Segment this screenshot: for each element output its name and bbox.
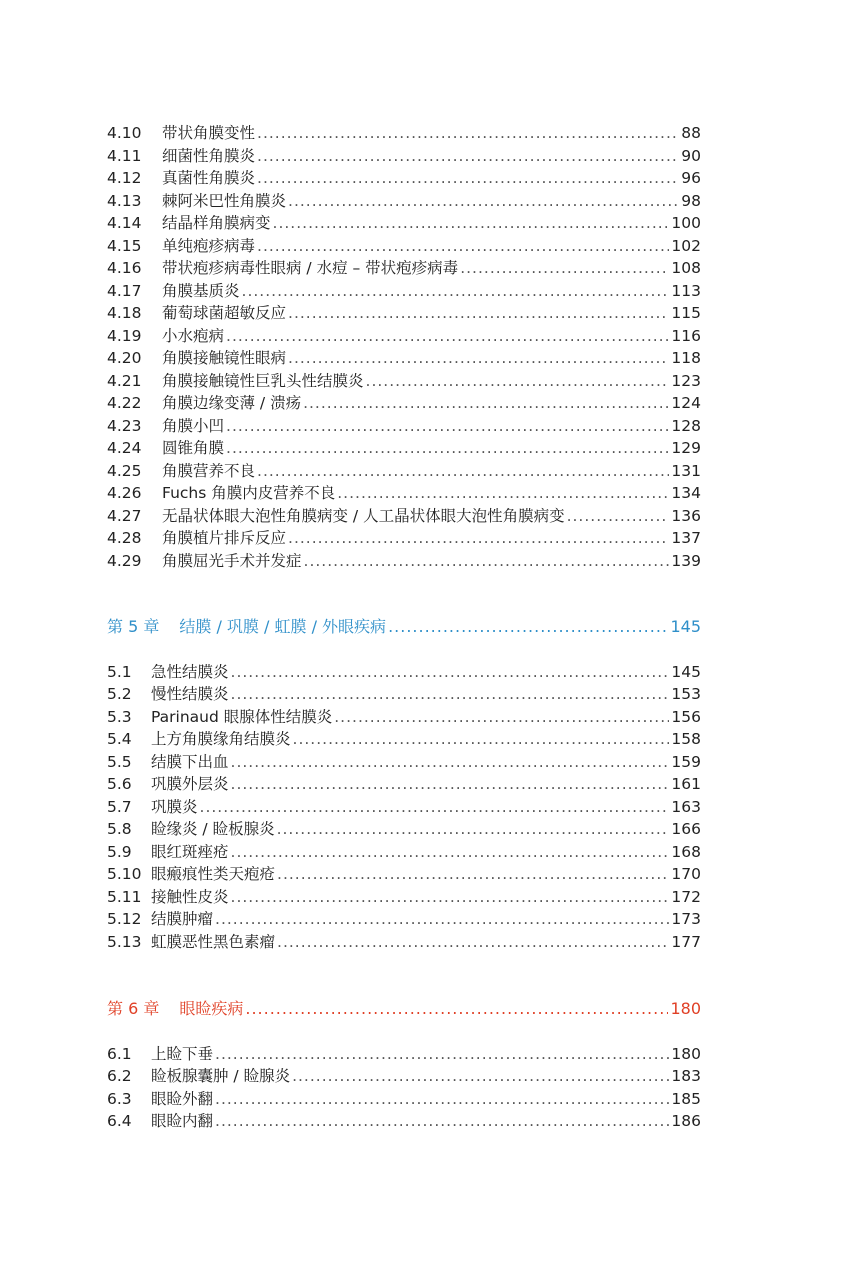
- dot-leader: [242, 280, 670, 303]
- entry-number: 5.8: [107, 820, 132, 838]
- dot-leader: [293, 728, 670, 751]
- entry-number: 4.27: [107, 506, 142, 525]
- entry-number: 4.24: [107, 439, 142, 457]
- toc-entry[interactable]: [107, 706, 701, 729]
- toc-entry[interactable]: [107, 280, 701, 303]
- toc-entry[interactable]: [107, 145, 701, 168]
- entry-page: 128: [671, 416, 701, 435]
- toc-entry[interactable]: [107, 415, 701, 438]
- dot-leader: [304, 550, 670, 573]
- entry-number: 5.6: [107, 775, 132, 793]
- toc-entry[interactable]: [107, 751, 701, 774]
- section-6-entries: [107, 1043, 701, 1133]
- chapter-number: 第 5 章: [107, 617, 160, 636]
- toc-entry[interactable]: [107, 683, 701, 706]
- entry-number: 4.14: [107, 214, 142, 232]
- entry-number: 4.20: [107, 349, 142, 367]
- entry-page: 113: [671, 281, 701, 300]
- entry-title: 圆锥角膜: [162, 439, 225, 457]
- entry-number: 6.1: [107, 1044, 132, 1063]
- toc-entry[interactable]: [107, 122, 701, 145]
- entry-title: 角膜边缘变薄 / 溃疡: [162, 394, 302, 412]
- section-4-entries: [107, 122, 701, 572]
- entry-title: 巩膜炎: [151, 797, 198, 816]
- entry-page: 136: [671, 506, 701, 525]
- toc-entry[interactable]: [107, 773, 701, 796]
- entry-page: 168: [671, 842, 701, 861]
- entry-title: 带状疱疹病毒性眼病 / 水痘 – 带状疱疹病毒: [162, 259, 459, 277]
- dot-leader: [567, 505, 670, 528]
- entry-title: 角膜植片排斥反应: [162, 529, 287, 547]
- entry-number: 4.15: [107, 236, 142, 255]
- entry-number: 5.11: [107, 887, 142, 906]
- dot-leader: [257, 145, 679, 168]
- dot-leader: [226, 437, 669, 460]
- dot-leader: [231, 661, 670, 684]
- entry-page: 88: [681, 124, 701, 142]
- entry-title: 带状角膜变性: [162, 124, 256, 142]
- dot-leader: [215, 908, 669, 931]
- entry-page: 108: [671, 259, 701, 277]
- entry-page: 134: [671, 484, 701, 502]
- dot-leader: [257, 122, 679, 145]
- entry-number: 6.2: [107, 1067, 132, 1085]
- toc-entry[interactable]: [107, 1065, 701, 1088]
- entry-page: 131: [671, 461, 701, 480]
- entry-title: 眼睑外翻: [151, 1089, 214, 1108]
- entry-number: 4.25: [107, 461, 142, 480]
- toc-entry[interactable]: [107, 392, 701, 415]
- dot-leader: [292, 1065, 669, 1088]
- entry-title: 虹膜恶性黑色素瘤: [151, 932, 276, 951]
- dot-leader: [334, 706, 669, 729]
- toc-entry[interactable]: [107, 437, 701, 460]
- dot-leader: [366, 370, 670, 393]
- toc-entry[interactable]: [107, 460, 701, 483]
- entry-title: 小水疱病: [162, 326, 225, 345]
- entry-page: 124: [671, 394, 701, 412]
- toc-entry[interactable]: [107, 796, 701, 819]
- entry-number: 4.21: [107, 371, 142, 390]
- toc-entry[interactable]: [107, 302, 701, 325]
- toc-entry[interactable]: [107, 863, 701, 886]
- entry-page: 123: [671, 371, 701, 390]
- dot-leader: [303, 392, 669, 415]
- dot-leader: [273, 212, 670, 235]
- entry-title: 角膜接触镜性眼病: [162, 349, 287, 367]
- entry-title: 单纯疱疹病毒: [162, 236, 256, 255]
- toc-entry[interactable]: [107, 931, 701, 954]
- entry-page: 161: [671, 775, 701, 793]
- entry-number: 4.17: [107, 281, 142, 300]
- entry-page: 156: [671, 707, 701, 726]
- toc-entry[interactable]: [107, 908, 701, 931]
- entry-number: 5.13: [107, 932, 142, 951]
- dot-leader: [226, 415, 669, 438]
- toc-entry[interactable]: [107, 212, 701, 235]
- chapter-6-heading[interactable]: [107, 998, 701, 1021]
- entry-title: 急性结膜炎: [151, 662, 229, 681]
- entry-title: Fuchs 角膜内皮营养不良: [162, 484, 336, 502]
- dot-leader: [288, 347, 669, 370]
- entry-number: 6.4: [107, 1112, 132, 1130]
- toc-entry[interactable]: [107, 728, 701, 751]
- entry-page: 166: [671, 820, 701, 838]
- dot-leader: [288, 527, 669, 550]
- dot-leader: [231, 751, 670, 774]
- entry-number: 4.28: [107, 529, 142, 547]
- entry-title: Parinaud 眼腺体性结膜炎: [151, 707, 333, 726]
- entry-number: 4.13: [107, 191, 142, 210]
- entry-page: 173: [671, 910, 701, 928]
- entry-page: 115: [671, 304, 701, 322]
- entry-page: 139: [671, 551, 701, 570]
- entry-number: 5.7: [107, 797, 132, 816]
- toc-entry[interactable]: [107, 370, 701, 393]
- entry-page: 118: [671, 349, 701, 367]
- toc-entry[interactable]: [107, 190, 701, 213]
- dot-leader: [277, 863, 669, 886]
- entry-title: 细菌性角膜炎: [162, 146, 256, 165]
- entry-title: 结膜肿瘤: [151, 910, 214, 928]
- entry-title: 巩膜外层炎: [151, 775, 229, 793]
- entry-title: 角膜小凹: [162, 416, 225, 435]
- entry-title: 结膜下出血: [151, 752, 229, 771]
- entry-number: 4.12: [107, 169, 142, 187]
- dot-leader: [215, 1043, 669, 1066]
- section-5-entries: [107, 661, 701, 954]
- dot-leader: [257, 167, 679, 190]
- toc-entry[interactable]: [107, 505, 701, 528]
- entry-title: 角膜屈光手术并发症: [162, 551, 302, 570]
- entry-page: 90: [681, 146, 701, 165]
- dot-leader: [257, 460, 669, 483]
- dot-leader: [200, 796, 670, 819]
- chapter-title: 结膜 / 巩膜 / 虹膜 / 外眼疾病: [179, 617, 387, 636]
- dot-leader: [231, 841, 670, 864]
- dot-leader: [215, 1110, 669, 1133]
- entry-title: 慢性结膜炎: [151, 685, 229, 703]
- entry-title: 眼瘢痕性类天疱疮: [151, 865, 276, 883]
- entry-title: 睑缘炎 / 睑板腺炎: [151, 820, 275, 838]
- entry-number: 4.19: [107, 326, 142, 345]
- entry-page: 100: [671, 214, 701, 232]
- entry-page: 163: [671, 797, 701, 816]
- entry-page: 96: [681, 169, 701, 187]
- entry-title: 上睑下垂: [151, 1044, 214, 1063]
- entry-number: 5.3: [107, 707, 132, 726]
- entry-number: 4.29: [107, 551, 142, 570]
- entry-page: 129: [671, 439, 701, 457]
- entry-title: 眼睑内翻: [151, 1112, 214, 1130]
- table-of-contents: [107, 122, 701, 1133]
- toc-entry[interactable]: [107, 347, 701, 370]
- entry-page: 172: [671, 887, 701, 906]
- entry-number: 5.5: [107, 752, 132, 771]
- chapter-page: 180: [670, 999, 701, 1018]
- entry-title: 真菌性角膜炎: [162, 169, 256, 187]
- entry-page: 180: [671, 1044, 701, 1063]
- entry-number: 4.22: [107, 394, 142, 412]
- entry-title: 棘阿米巴性角膜炎: [162, 191, 287, 210]
- toc-entry[interactable]: [107, 1088, 701, 1111]
- dot-leader: [257, 235, 669, 258]
- toc-entry[interactable]: [107, 886, 701, 909]
- entry-title: 角膜基质炎: [162, 281, 240, 300]
- entry-title: 上方角膜缘角结膜炎: [151, 730, 291, 748]
- entry-page: 145: [671, 662, 701, 681]
- dot-leader: [215, 1088, 669, 1111]
- entry-page: 185: [671, 1089, 701, 1108]
- dot-leader: [460, 257, 669, 280]
- toc-entry[interactable]: [107, 841, 701, 864]
- entry-number: 4.18: [107, 304, 142, 322]
- dot-leader: [337, 482, 669, 505]
- chapter-5-heading[interactable]: [107, 616, 701, 639]
- chapter-number: 第 6 章: [107, 999, 160, 1018]
- entry-number: 4.16: [107, 259, 142, 277]
- entry-title: 葡萄球菌超敏反应: [162, 304, 287, 322]
- dot-leader: [288, 190, 679, 213]
- toc-entry[interactable]: [107, 818, 701, 841]
- entry-title: 结晶样角膜病变: [162, 214, 271, 232]
- entry-page: 159: [671, 752, 701, 771]
- entry-number: 5.2: [107, 685, 132, 703]
- entry-number: 4.26: [107, 484, 142, 502]
- entry-number: 4.10: [107, 124, 142, 142]
- entry-page: 170: [671, 865, 701, 883]
- entry-number: 6.3: [107, 1089, 132, 1108]
- toc-entry[interactable]: [107, 257, 701, 280]
- dot-leader: [388, 616, 668, 639]
- dot-leader: [231, 773, 670, 796]
- entry-number: 5.9: [107, 842, 132, 861]
- entry-number: 5.1: [107, 662, 132, 681]
- dot-leader: [226, 325, 669, 348]
- entry-page: 137: [671, 529, 701, 547]
- entry-page: 177: [671, 932, 701, 951]
- entry-title: 睑板腺囊肿 / 睑腺炎: [151, 1067, 291, 1085]
- dot-leader: [277, 818, 670, 841]
- entry-number: 5.12: [107, 910, 142, 928]
- entry-title: 无晶状体眼大泡性角膜病变 / 人工晶状体眼大泡性角膜病变: [162, 506, 565, 525]
- entry-number: 4.11: [107, 146, 142, 165]
- entry-title: 接触性皮炎: [151, 887, 229, 906]
- entry-title: 角膜营养不良: [162, 461, 256, 480]
- entry-page: 102: [671, 236, 701, 255]
- chapter-title: 眼睑疾病: [179, 999, 244, 1018]
- entry-title: 角膜接触镜性巨乳头性结膜炎: [162, 371, 364, 390]
- toc-entry[interactable]: [107, 235, 701, 258]
- dot-leader: [277, 931, 669, 954]
- toc-entry[interactable]: [107, 550, 701, 573]
- entry-title: 眼红斑痤疮: [151, 842, 229, 861]
- entry-page: 153: [671, 685, 701, 703]
- toc-entry[interactable]: [107, 482, 701, 505]
- entry-number: 5.10: [107, 865, 142, 883]
- dot-leader: [231, 886, 670, 909]
- toc-entry[interactable]: [107, 1110, 701, 1133]
- entry-page: 98: [681, 191, 701, 210]
- toc-entry[interactable]: [107, 1043, 701, 1066]
- toc-entry[interactable]: [107, 325, 701, 348]
- dot-leader: [288, 302, 669, 325]
- entry-page: 183: [671, 1067, 701, 1085]
- toc-entry[interactable]: [107, 661, 701, 684]
- toc-entry[interactable]: [107, 167, 701, 190]
- entry-page: 158: [671, 730, 701, 748]
- toc-entry[interactable]: [107, 527, 701, 550]
- dot-leader: [245, 998, 668, 1021]
- entry-number: 5.4: [107, 730, 132, 748]
- dot-leader: [231, 683, 670, 706]
- entry-page: 186: [671, 1112, 701, 1130]
- entry-number: 4.23: [107, 416, 142, 435]
- chapter-page: 145: [670, 617, 701, 636]
- entry-page: 116: [671, 326, 701, 345]
